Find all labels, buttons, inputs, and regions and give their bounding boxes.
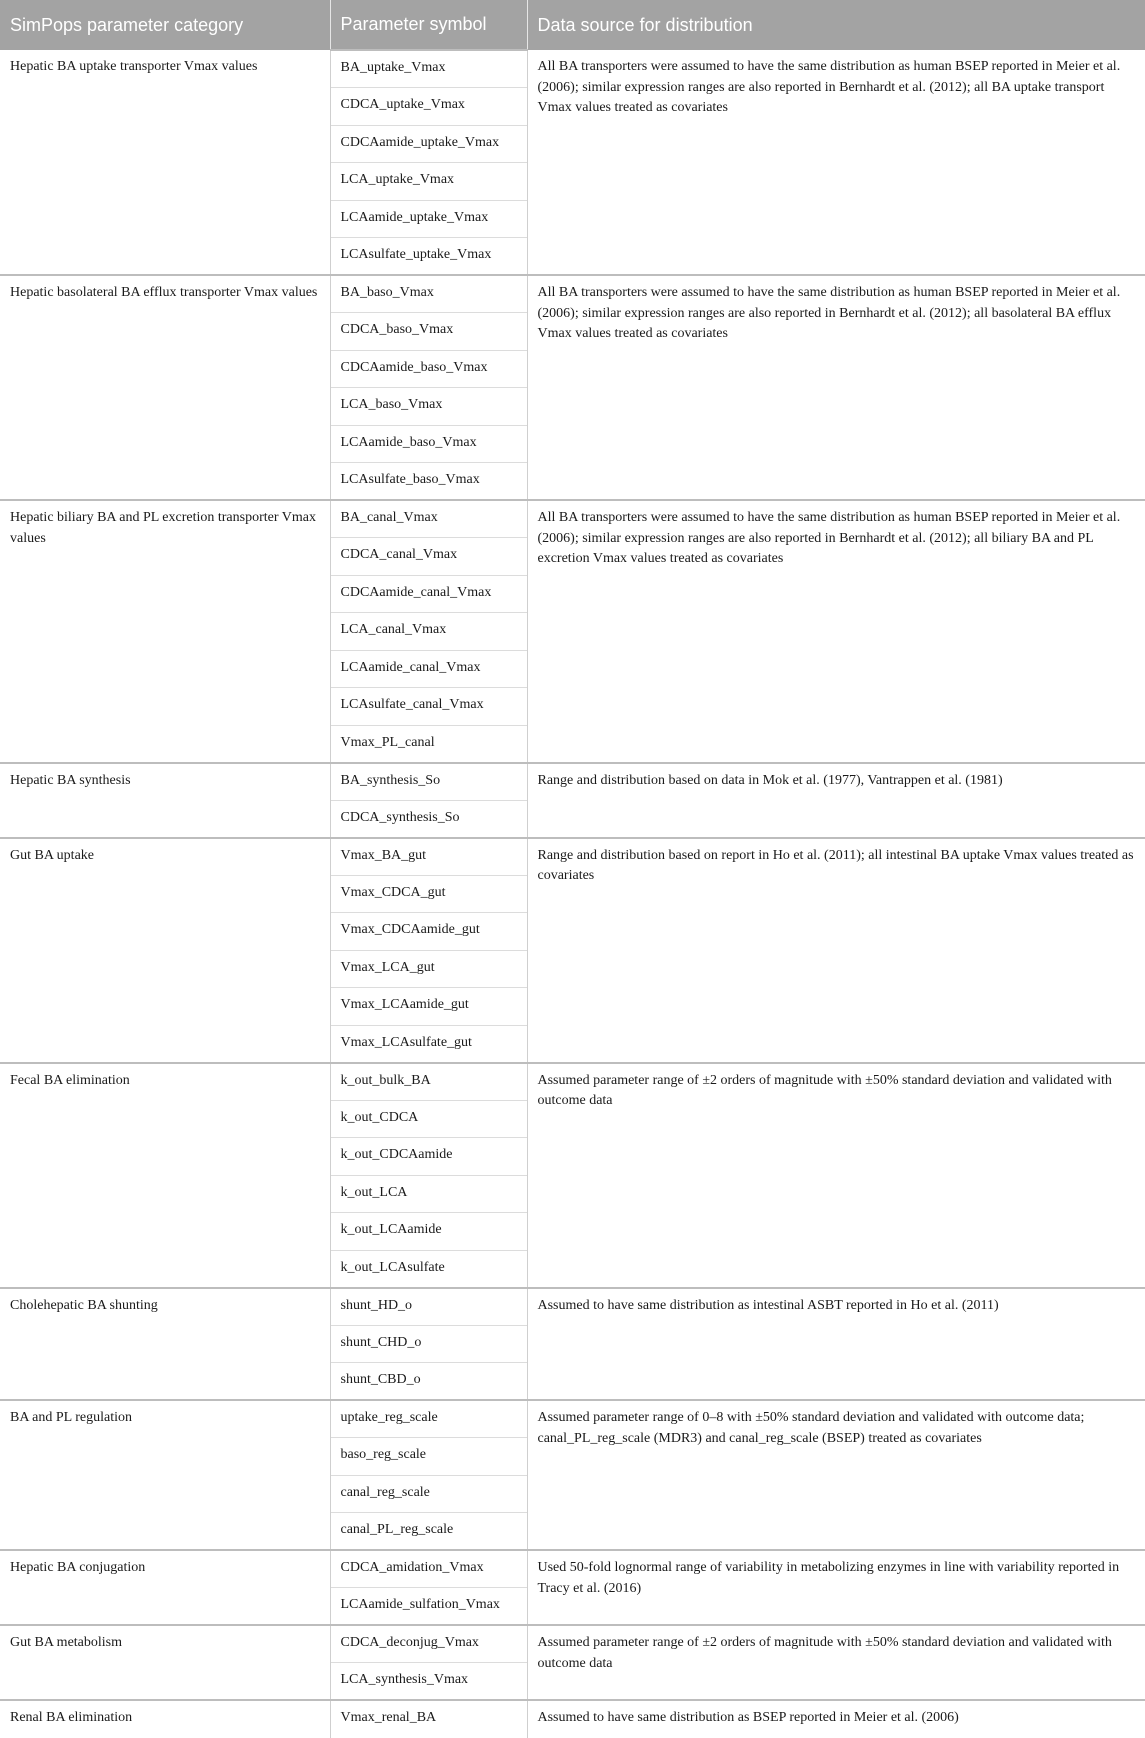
symbol-cell: LCA_uptake_Vmax (330, 163, 527, 201)
symbol-cell: CDCA_canal_Vmax (330, 538, 527, 576)
source-cell: Assumed to have same distribution as intestinal ASBT reported in Ho et al. (2011) (527, 1288, 1145, 1401)
symbol-cell: k_out_LCA (330, 1175, 527, 1213)
source-cell: Used 50-fold lognormal range of variability in metabolizing enzymes in line with variability reported in Tracy et al. (2016) (527, 1550, 1145, 1625)
symbol-cell: Vmax_LCAsulfate_gut (330, 1025, 527, 1063)
symbol-cell: shunt_CBD_o (330, 1363, 527, 1401)
symbol-cell: CDCA_baso_Vmax (330, 313, 527, 351)
table-row (0, 1550, 1145, 1588)
header-source: Data source for distribution (527, 0, 1145, 50)
symbol-cell: BA_baso_Vmax (330, 275, 527, 313)
symbol-cell: LCAamide_canal_Vmax (330, 650, 527, 688)
category-cell: Cholehepatic BA shunting (0, 1288, 330, 1401)
symbol-cell: LCAsulfate_canal_Vmax (330, 688, 527, 726)
symbol-cell: CDCAamide_uptake_Vmax (330, 125, 527, 163)
symbol-cell: LCAsulfate_uptake_Vmax (330, 238, 527, 276)
symbol-cell: k_out_LCAamide (330, 1213, 527, 1251)
category-cell: Hepatic basolateral BA efflux transporter Vmax values (0, 275, 330, 500)
symbol-cell: uptake_reg_scale (330, 1400, 527, 1438)
header-symbol: Parameter symbol (330, 0, 527, 50)
category-cell: BA and PL regulation (0, 1400, 330, 1550)
table-row (0, 50, 1145, 88)
source-cell: Range and distribution based on data in Mok et al. (1977), Vantrappen et al. (1981) (527, 763, 1145, 838)
symbol-cell: shunt_CHD_o (330, 1325, 527, 1363)
source-cell: Assumed parameter range of ±2 orders of magnitude with ±50% standard deviation and validated with outcome data (527, 1063, 1145, 1288)
symbol-cell: BA_synthesis_So (330, 763, 527, 801)
symbol-cell: CDCA_synthesis_So (330, 800, 527, 838)
source-cell: All BA transporters were assumed to have the same distribution as human BSEP reported in Meier et al. (2006); similar expression ranges are also reported in Bernhardt et al. (2012); all basolateral BA efflux Vmax values treated as covariates (527, 275, 1145, 500)
symbol-cell: k_out_LCAsulfate (330, 1250, 527, 1288)
table-row (0, 838, 1145, 876)
symbol-cell: LCA_baso_Vmax (330, 388, 527, 426)
symbol-cell: baso_reg_scale (330, 1438, 527, 1476)
symbol-cell: CDCAamide_canal_Vmax (330, 575, 527, 613)
table-row (0, 500, 1145, 538)
category-cell: Gut BA uptake (0, 838, 330, 1063)
symbol-cell: CDCAamide_baso_Vmax (330, 350, 527, 388)
table-row (0, 1063, 1145, 1101)
category-cell: Hepatic BA uptake transporter Vmax values (0, 50, 330, 275)
category-cell: Fecal BA elimination (0, 1063, 330, 1288)
symbol-cell: LCAamide_sulfation_Vmax (330, 1588, 527, 1626)
symbol-cell: Vmax_LCA_gut (330, 950, 527, 988)
source-cell: All BA transporters were assumed to have the same distribution as human BSEP reported in Meier et al. (2006); similar expression ranges are also reported in Bernhardt et al. (2012); all BA uptake transport Vmax values treated as covariates (537, 59, 1121, 115)
symbol-cell: k_out_CDCA (330, 1100, 527, 1138)
symbol-cell: Vmax_CDCA_gut (330, 875, 527, 913)
category-cell: Hepatic BA synthesis (0, 763, 330, 838)
symbol-cell: BA_canal_Vmax (330, 500, 527, 538)
symbol-cell: shunt_HD_o (330, 1288, 527, 1326)
symbol-cell: k_out_CDCAamide (330, 1138, 527, 1176)
symbol-cell: Vmax_CDCAamide_gut (330, 913, 527, 951)
symbol-cell: LCAsulfate_baso_Vmax (330, 463, 527, 501)
source-cell: Assumed to have same distribution as BSEP reported in Meier et al. (2006) (527, 1700, 1145, 1738)
category-cell: Gut BA metabolism (0, 1625, 330, 1700)
table-row (0, 1288, 1145, 1326)
symbol-cell: LCA_canal_Vmax (330, 613, 527, 651)
source-cell: Range and distribution based on report in Ho et al. (2011); all intestinal BA uptake Vmax values treated as covariates (527, 838, 1145, 1063)
source-cell: Assumed parameter range of 0–8 with ±50% standard deviation and validated with outcome data; canal_PL_reg_scale (MDR3) and canal_reg_scale (BSEP) treated as covariates (527, 1400, 1145, 1550)
table-row (0, 1700, 1145, 1738)
category-cell: Hepatic biliary BA and PL excretion transporter Vmax values (0, 500, 330, 763)
table-row (0, 1625, 1145, 1663)
symbol-cell: canal_PL_reg_scale (330, 1513, 527, 1551)
symbol-cell: canal_reg_scale (330, 1475, 527, 1513)
symbol-cell: Vmax_BA_gut (330, 838, 527, 876)
symbol-cell: CDCA_amidation_Vmax (330, 1550, 527, 1588)
source-cell: All BA transporters were assumed to have the same distribution as human BSEP reported in Meier et al. (2006); similar expression ranges are also reported in Bernhardt et al. (2012); all biliary BA and PL excretion Vmax values treated as covariates (527, 500, 1145, 763)
symbol-cell: Vmax_LCAamide_gut (330, 988, 527, 1026)
source-cell: Assumed parameter range of ±2 orders of magnitude with ±50% standard deviation and validated with outcome data (527, 1625, 1145, 1700)
symbol-cell: CDCA_uptake_Vmax (330, 88, 527, 126)
symbol-cell: BA_uptake_Vmax (330, 50, 527, 88)
category-cell: Hepatic BA conjugation (0, 1550, 330, 1625)
symbol-cell: LCA_synthesis_Vmax (330, 1663, 527, 1701)
header-row (0, 0, 1145, 50)
symbol-cell: Vmax_PL_canal (330, 725, 527, 763)
table-row (0, 763, 1145, 801)
symbol-cell: LCAamide_baso_Vmax (330, 425, 527, 463)
symbol-cell: Vmax_renal_BA (330, 1700, 527, 1738)
symbol-cell: LCAamide_uptake_Vmax (330, 200, 527, 238)
symbol-cell: k_out_bulk_BA (330, 1063, 527, 1101)
symbol-cell: CDCA_deconjug_Vmax (330, 1625, 527, 1663)
table-row (0, 275, 1145, 313)
header-category: SimPops parameter category (0, 0, 330, 50)
table-row (0, 1400, 1145, 1438)
category-cell: Renal BA elimination (0, 1700, 330, 1738)
